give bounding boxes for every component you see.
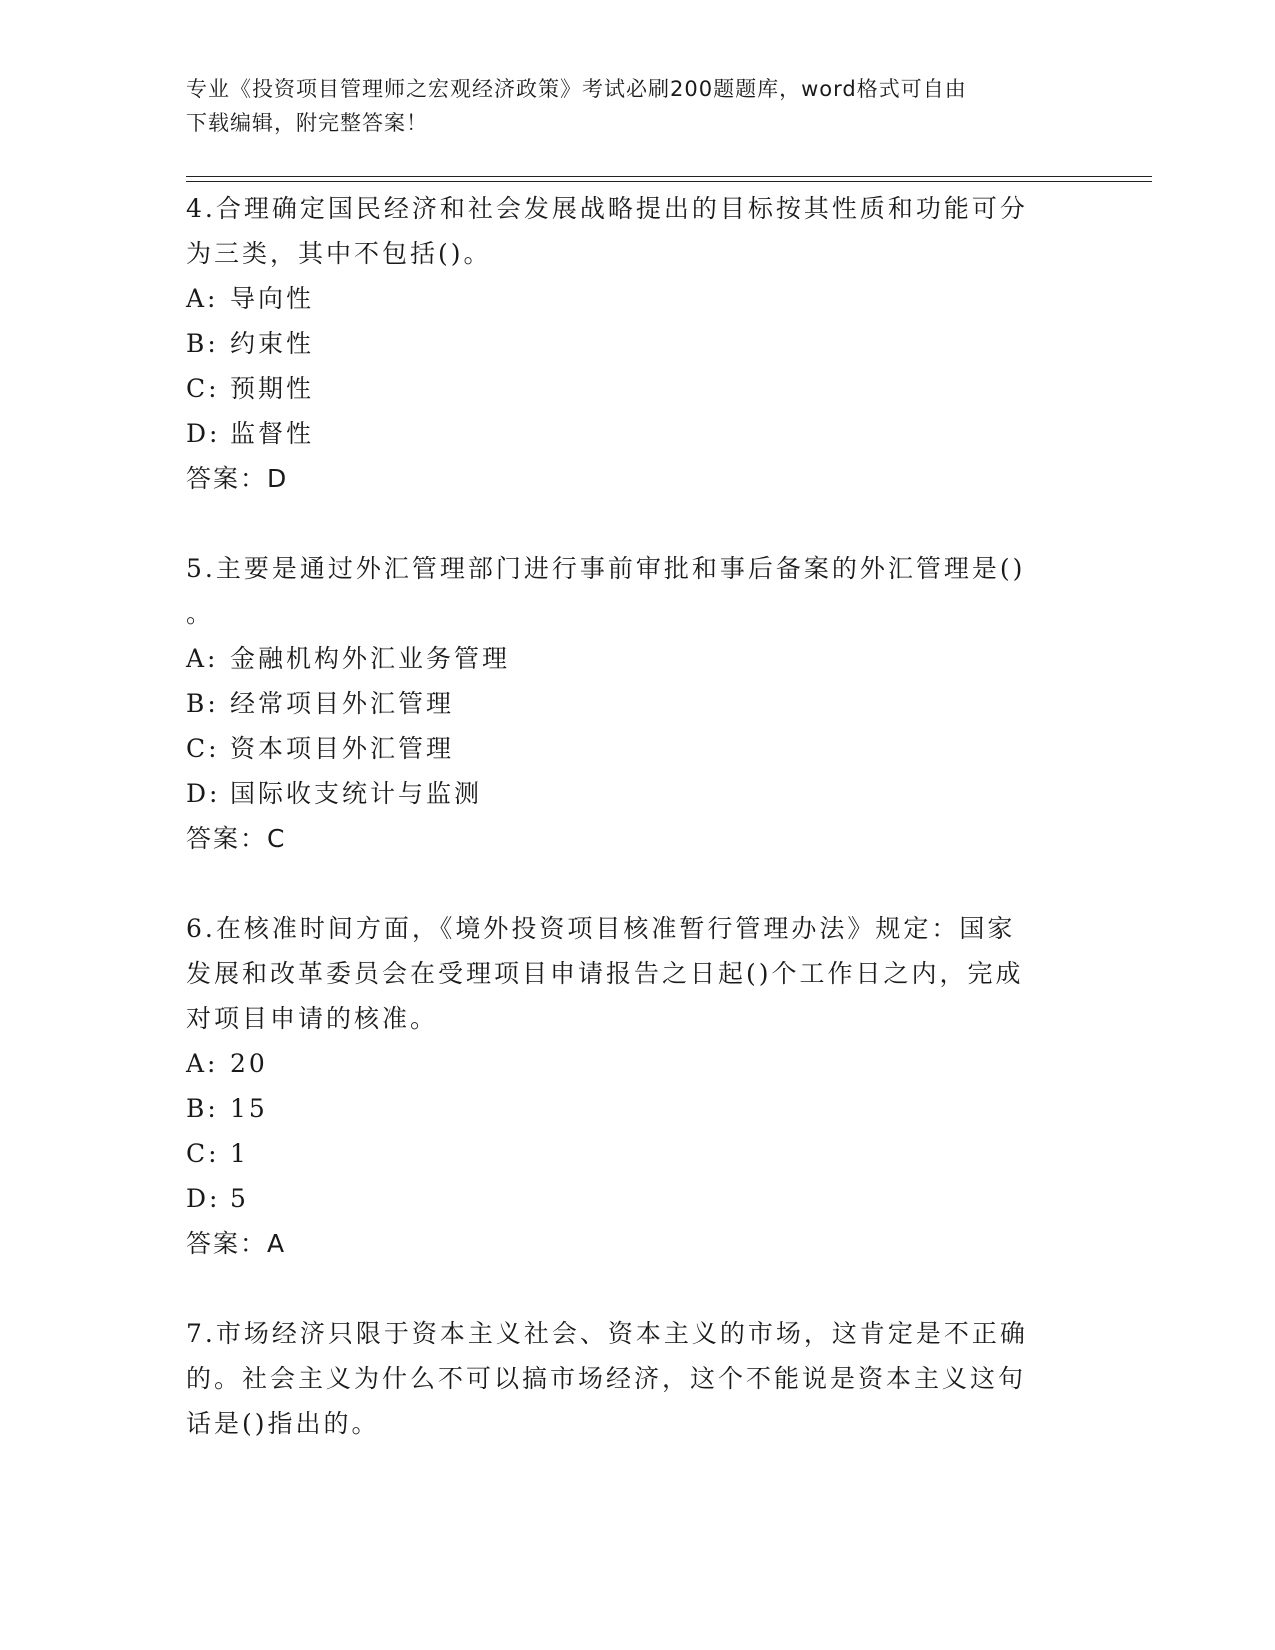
question-stem: 4.合理确定国民经济和社会发展战略提出的目标按其性质和功能可分 <box>186 194 1028 223</box>
option-key: D: <box>186 419 221 448</box>
option-text: 导向性 <box>230 284 315 313</box>
header-line-2: 下载编辑，附完整答案！ <box>186 111 428 135</box>
document-header <box>186 72 1066 140</box>
option-text: 约束性 <box>230 329 315 358</box>
question-stem: 话是()指出的。 <box>186 1409 380 1438</box>
spacer <box>186 1266 1066 1311</box>
option-b <box>186 1086 1066 1131</box>
header-divider-bottom <box>186 181 1152 182</box>
option-text: 15 <box>230 1094 268 1123</box>
option-a <box>186 276 1066 321</box>
option-c <box>186 366 1066 411</box>
option-key: B: <box>186 689 219 718</box>
option-key: B: <box>186 329 219 358</box>
spacer <box>186 861 1066 906</box>
question-5 <box>186 546 1066 861</box>
question-stem: 7.市场经济只限于资本主义社会、资本主义的市场，这肯定是不正确 <box>186 1319 1028 1348</box>
option-key: A: <box>186 1049 219 1078</box>
option-key: D: <box>186 779 221 808</box>
question-4 <box>186 186 1066 501</box>
question-stem: 5.主要是通过外汇管理部门进行事前审批和事后备案的外汇管理是() <box>186 554 1026 583</box>
option-text: 监督性 <box>230 419 315 448</box>
option-d <box>186 1176 1066 1221</box>
option-key: B: <box>186 1094 219 1123</box>
header-line-1: 专业《投资项目管理师之宏观经济政策》考试必刷200题题库，word格式可自由 <box>186 77 967 101</box>
option-text: 20 <box>230 1049 268 1078</box>
option-c <box>186 1131 1066 1176</box>
option-text: 5 <box>230 1184 249 1213</box>
answer: 答案：A <box>186 1229 287 1258</box>
question-stem: 6.在核准时间方面，《境外投资项目核准暂行管理办法》规定：国家 <box>186 914 1016 943</box>
option-b <box>186 681 1066 726</box>
question-7 <box>186 1311 1066 1446</box>
option-key: A: <box>186 644 219 673</box>
option-a <box>186 1041 1066 1086</box>
question-6 <box>186 906 1066 1266</box>
question-stem: 的。社会主义为什么不可以搞市场经济，这个不能说是资本主义这句 <box>186 1364 1027 1393</box>
option-c <box>186 726 1066 771</box>
option-text: 金融机构外汇业务管理 <box>230 644 511 673</box>
option-text: 资本项目外汇管理 <box>230 734 455 763</box>
option-text: 国际收支统计与监测 <box>230 779 483 808</box>
option-b <box>186 321 1066 366</box>
option-text: 预期性 <box>230 374 315 403</box>
option-text: 经常项目外汇管理 <box>230 689 455 718</box>
option-key: D: <box>186 1184 221 1213</box>
answer: 答案：D <box>186 464 289 493</box>
option-key: C: <box>186 1139 220 1168</box>
option-d <box>186 771 1066 816</box>
option-key: A: <box>186 284 219 313</box>
option-key: C: <box>186 374 220 403</box>
option-text: 1 <box>230 1139 249 1168</box>
question-stem: 为三类，其中不包括()。 <box>186 239 492 268</box>
answer: 答案：C <box>186 824 287 853</box>
option-d <box>186 411 1066 456</box>
option-key: C: <box>186 734 220 763</box>
question-stem: 发展和改革委员会在受理项目申请报告之日起()个工作日之内，完成 <box>186 959 1024 988</box>
question-stem: 对项目申请的核准。 <box>186 1004 439 1033</box>
header-divider-top <box>186 176 1152 177</box>
question-list <box>186 186 1066 1446</box>
spacer <box>186 501 1066 546</box>
question-stem: 。 <box>186 599 215 628</box>
option-a <box>186 636 1066 681</box>
